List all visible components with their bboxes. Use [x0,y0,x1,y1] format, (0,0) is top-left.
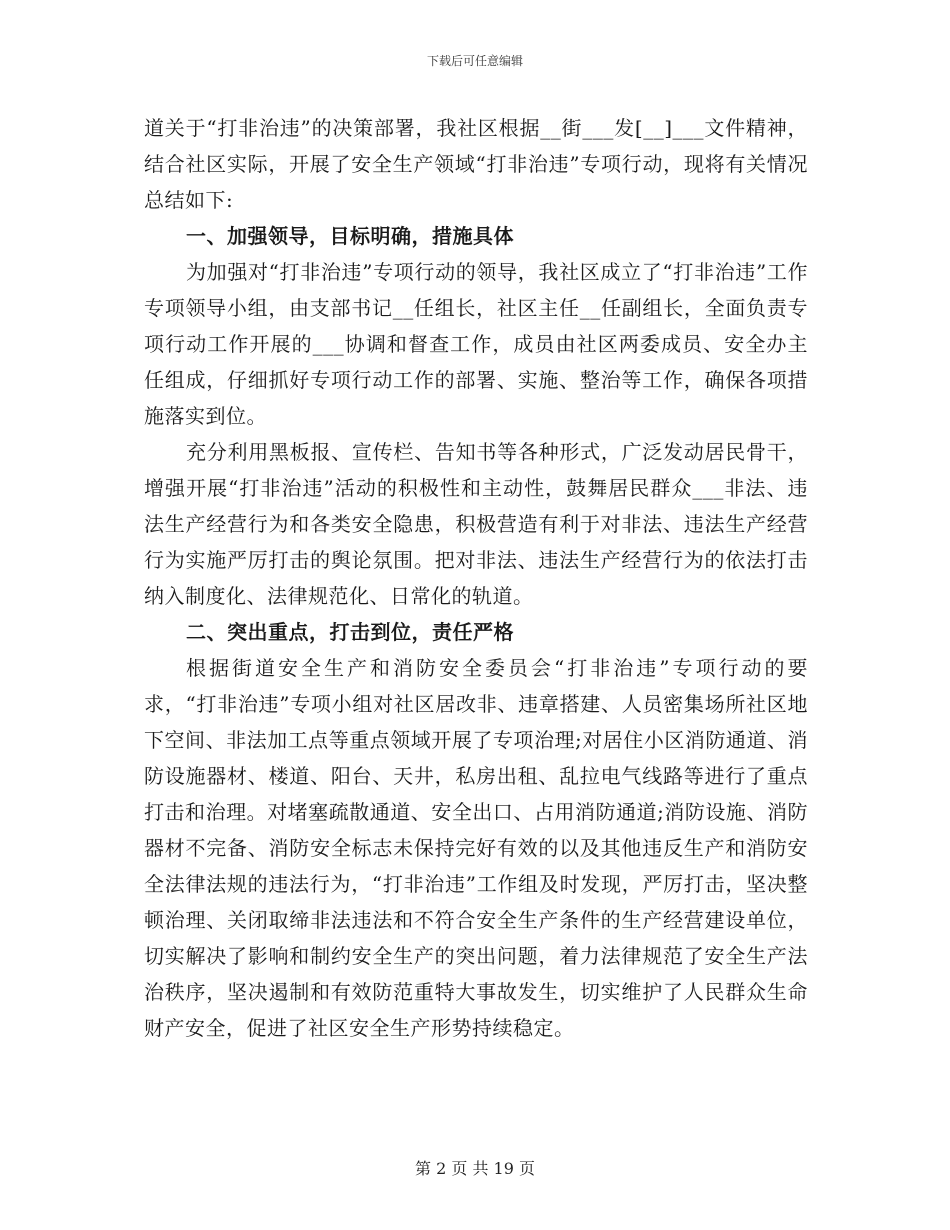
paragraph-enforcement: 根据街道安全生产和消防安全委员会“打非治违”专项行动的要求，“打非治违”专项小组对社区居改非、违章搭建、人员密集场所社区地下空间、非法加工点等重点领域开展了专项治理;对居住小区消防通道、消防设施器材、楼道、阳台、天井，私房出租、乱拉电气线路等进行了重点打击和治理。对堵塞疏散通道、安全出口、占用消防通道;消防设施、消防器材不完备、消防安全标志未保持完好有效的以及其他违反生产和消防安全法律法规的违法行为，“打非治违”工作组及时发现，严厉打击，坚决整顿治理、关闭取缔非法违法和不符合安全生产条件的生产经营建设单位，切实解决了影响和制约安全生产的突出问题，着力法律规范了安全生产法治秩序，坚决遏制和有效防范重特大事故发生，切实维护了人民群众生命财产安全，促进了社区安全生产形势持续稳定。 [144,656,808,1040]
page-header: 下载后可任意编辑 [426,54,523,68]
paragraph-leadership: 为加强对“打非治违”专项行动的领导，我社区成立了“打非治违”工作专项领导小组，由支部书记__任组长，社区主任__任副组长，全面负责专项行动工作开展的___协调和督查工作，成员由社区两委成员、安全办主任组成，仔细抓好专项行动工作的部署、实施、整治等工作，确保各项措施落实到位。 [144,260,808,428]
section-heading-2: 二、突出重点，打击到位，责任严格 [186,620,514,644]
paragraph-publicity: 充分利用黑板报、宣传栏、告知书等各种形式，广泛发动居民骨干，增强开展“打非治违”活动的积极性和主动性，鼓舞居民群众___非法、违法生产经营行为和各类安全隐患，积极营造有利于对非法、违法生产经营行为实施严厉打击的舆论氛围。把对非法、违法生产经营行为的依法打击纳入制度化、法律规范化、日常化的轨道。 [144,440,808,608]
page-number-footer: 第 2 页 共 19 页 [415,1159,535,1178]
section-heading-1: 一、加强领导，目标明确，措施具体 [186,224,514,248]
paragraph-intro: 道关于“打非治违”的决策部署，我社区根据__街___发[__]___文件精神，结合社区实际，开展了安全生产领域“打非治违”专项行动，现将有关情况总结如下: [144,116,808,212]
document-body [144,110,808,1046]
